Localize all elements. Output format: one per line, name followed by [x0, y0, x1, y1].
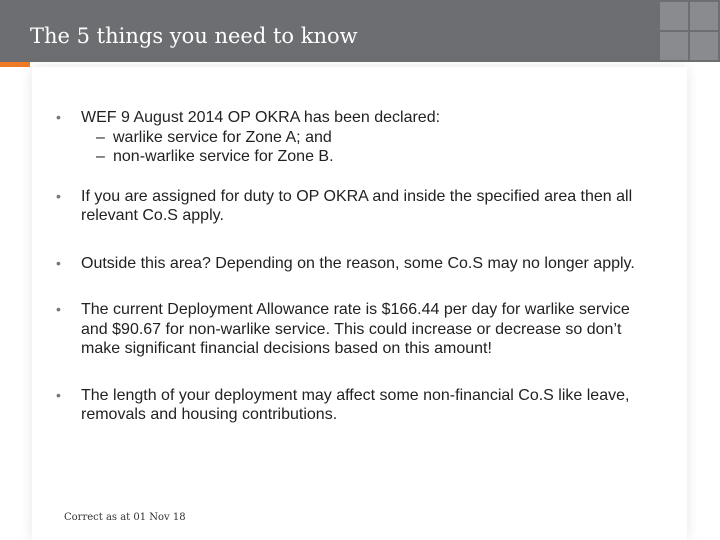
bullet-item — [56, 300, 656, 359]
bullet-list — [56, 108, 656, 425]
decorative-block — [660, 32, 688, 60]
sub-bullet-item — [81, 128, 656, 148]
sub-bullet-list — [81, 128, 656, 167]
bullet-marker: • — [56, 187, 61, 204]
page-title: The 5 things you need to know — [30, 24, 358, 48]
bullet-text: If you are assigned for duty to OP OKRA and inside the specified area then all relevant Co.S apply. — [81, 187, 633, 224]
bullet-text: The current Deployment Allowance rate is $166.44 per day for warlike service and $90.67 for non-warlike service. This could increase or decrease so don’t make significant financial decisions based on this amount! — [81, 301, 630, 357]
decorative-blocks — [658, 0, 720, 62]
bullet-item — [56, 108, 656, 167]
sub-bullet-item — [81, 147, 656, 167]
bullet-item — [56, 254, 656, 274]
bullet-item — [56, 386, 656, 425]
bullet-text: The length of your deployment may affect some non-financial Co.S like leave, removals and housing contributions. — [81, 386, 630, 423]
bullet-marker: • — [56, 301, 61, 317]
title-bar — [0, 0, 720, 62]
footnote: Correct as at 01 Nov 18 — [64, 512, 186, 523]
decorative-block — [690, 32, 718, 60]
sub-bullet-text: non-warlike service for Zone B. — [113, 148, 334, 165]
bullet-marker: • — [56, 254, 61, 271]
decorative-block — [660, 2, 688, 30]
dash-marker: – — [96, 128, 105, 146]
accent-strip — [0, 62, 30, 67]
bullet-marker: • — [56, 386, 61, 403]
sub-bullet-text: warlike service for Zone A; and — [113, 128, 332, 146]
decorative-block — [690, 2, 718, 30]
dash-marker: – — [96, 148, 105, 165]
bullet-item — [56, 187, 656, 226]
bullet-text: Outside this area? Depending on the reason, some Co.S may no longer apply. — [81, 254, 635, 272]
bullet-marker: • — [56, 109, 61, 125]
bullet-text: WEF 9 August 2014 OP OKRA has been declared: — [81, 109, 441, 126]
